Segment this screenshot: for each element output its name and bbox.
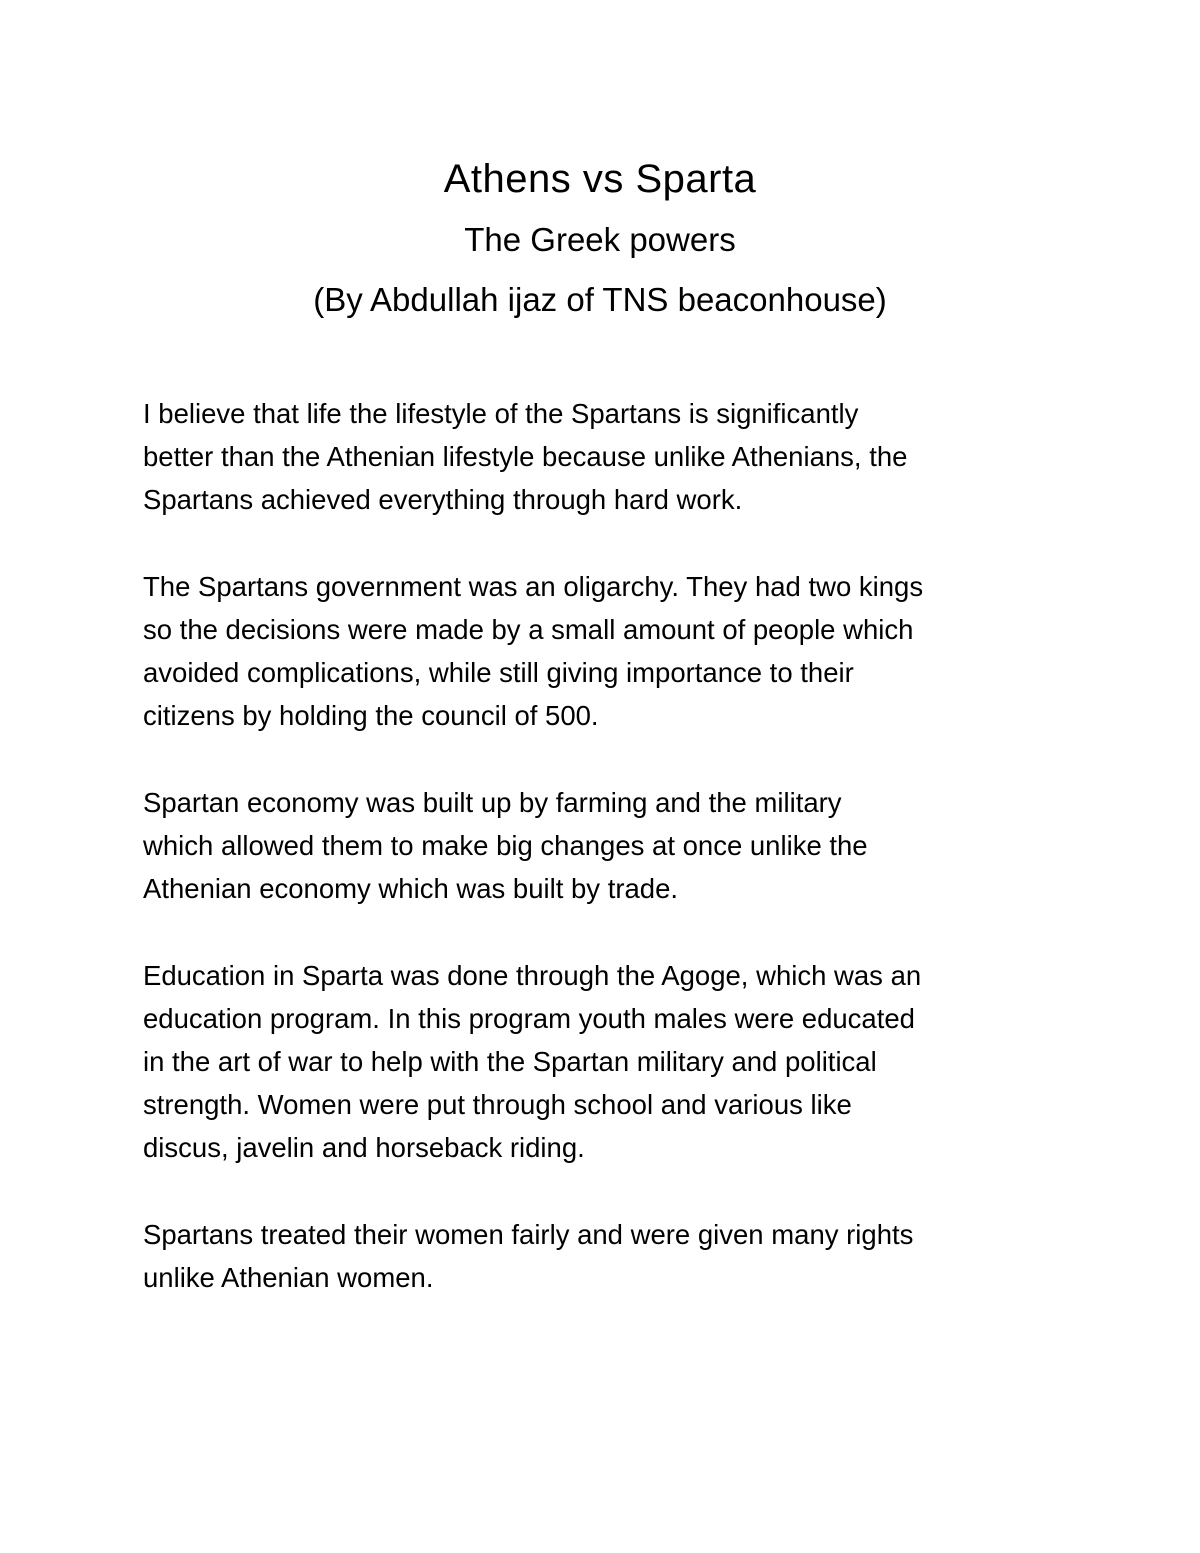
text-line: strength. Women were put through school and various like [143,1089,852,1121]
text-line: so the decisions were made by a small amount of people which [143,614,914,645]
text-line: Education in Sparta was done through the Agoge, which was an [143,959,922,991]
document-title: Athens vs Sparta [443,157,757,201]
text-line: I believe that life the lifestyle of the Spartans is significantly [143,398,859,429]
text-line: better than the Athenian lifestyle because unlike Athenians, the [143,441,908,473]
paragraph-economy [143,781,1073,911]
text-line: Spartans achieved everything through hard work. [143,484,743,516]
text-line: education program. In this program youth males were educated [143,1002,915,1034]
text-line: Athenian economy which was built by trade. [143,873,679,905]
text-line: unlike Athenian women. [143,1262,434,1293]
text-line: which allowed them to make big changes at once unlike the [143,830,868,861]
text-line: discus, javelin and horseback riding. [143,1132,585,1164]
text-line: Spartans treated their women fairly and were given many rights [143,1218,914,1250]
document-body [143,392,1073,1342]
text-line: citizens by holding the council of 500. [143,700,599,732]
paragraph-education [143,954,1073,1170]
text-line: The Spartans government was an oligarchy. They had two kings [143,570,924,602]
text-line: Spartan economy was built up by farming and the military [143,786,842,818]
paragraph-women [143,1213,1073,1299]
document-subtitle: The Greek powers [464,221,736,258]
text-line: avoided complications, while still giving importance to their [143,657,854,689]
paragraph-government [143,565,1073,738]
document-byline: (By Abdullah ijaz of TNS beaconhouse) [313,281,887,318]
text-line: in the art of war to help with the Spartan military and political [143,1046,877,1077]
paragraph-lifestyle [143,392,1073,522]
